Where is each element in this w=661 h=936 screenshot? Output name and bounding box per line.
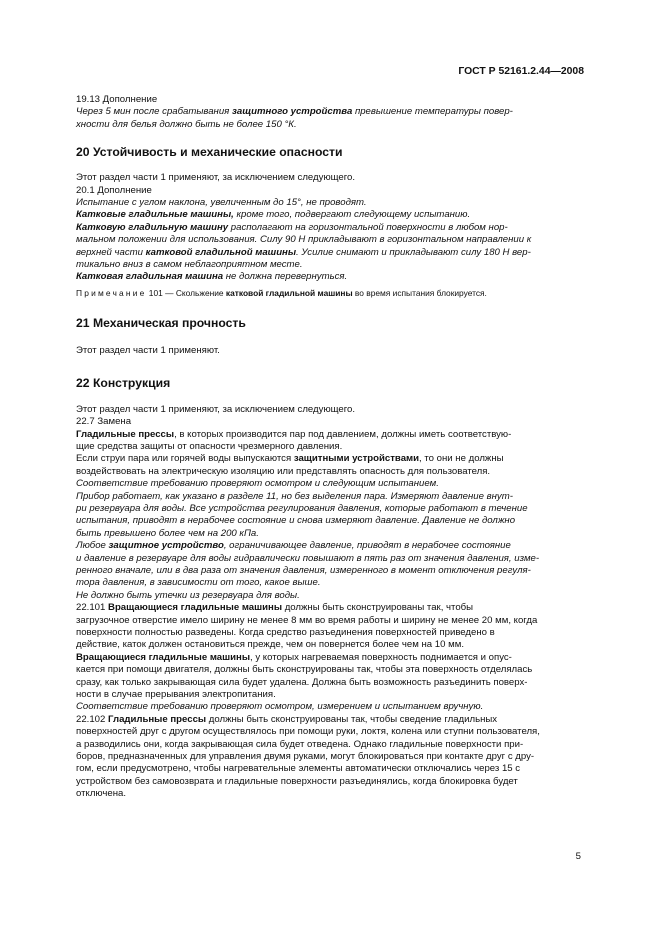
section-22-intro: Этот раздел части 1 применяют, за исключением следующего. [76,403,356,415]
clause-22-7-jets: Если струи пара или горячей воды выпускаются защитными устройствами, то они не должны воздействовать на электрическую изоляцию или представлять опасность для пользователя. [76,453,504,477]
clause-19-13-title: 19.13 Дополнение [76,94,158,105]
clause-22-102: 22.102 Гладильные прессы должны быть сконструированы так, чтобы сведение гладильных поверхностей друг с другом осуществлялось при помощи руки, локтя, колена или ступни пользователя, а разводились они, когда закрывающая сила будет отведена. Однако гладильные поверхности при- боров, предназначенных для управления двумя руками, могут блокироваться при контакте друг с дру- гом, если предусмотрено, чтобы нагревательные элементы автоматически отключались через 15 с устройством без самовозврата и гладильные поверхности разъединялись, когда блокировка будет отключена. [76,713,540,800]
section-22-heading: 22 Конструкция [76,375,171,390]
clause-22-7-protective: Любое защитное устройство, ограничивающее давление, приводят в нерабочее состояние и давление в резервуаре для воды гидравлически повышают в пять раз от значения давления, изме- ренного вначале, или в два раза от значения давления, измеренного в момент отключения регуля- тора давления, в зависимости от того, какое выше. [76,540,540,589]
clause-22-7-test: Прибор работает, как указано в разделе 11, но без выделения пара. Измеряют давление внут- ри резервуара для воды. Все устройства регулирования давления, которые работают в течение испытания, приводят в нерабочее состояние и снова измеряют давление. Давление не должно быть превышено более чем на 200 кПа. [76,490,528,539]
clause-19-13-text: Через 5 мин после срабатывания защитного устройства превышение температуры повер- хности для белья должно быть не более 150 °К. [76,106,513,130]
clause-20-1-title: 20.1 Дополнение [76,184,152,196]
clause-22-7-title: 22.7 Замена [76,416,132,428]
page-content [76,94,582,801]
section-21-intro: Этот раздел части 1 применяют. [76,345,220,357]
note-101: Примечание 101 — Скольжение катковой гладильной машины во время испытания блокируется. [76,287,487,298]
section-21-heading: 21 Механическая прочность [76,316,246,331]
clause-20-1-calender: Катковые гладильные машины, кроме того, подвергают следующему испытанию. [76,209,471,221]
clause-22-7-compliance: Соответствие требованию проверяют осмотром и следующим испытанием. [76,478,439,490]
clause-20-1-result: Катковая гладильная машина не должна перевернуться. [76,271,348,283]
clause-22-101-compliance: Соответствие требованию проверяют осмотром, измерением и испытанием вручную. [76,701,484,713]
standard-header: ГОСТ Р 52161.2.44—2008 [458,66,584,77]
clause-20-1-text: Испытание с углом наклона, увеличенным до 15°, не проводят. [76,197,367,209]
clause-22-101: 22.101 Вращающиеся гладильные машины должны быть сконструированы так, чтобы загрузочное отверстие имело ширину не менее 8 мм во время работы и ширину не менее 20 мм, когда поверхности полностью разведены. Когда средство разъединения поверхностей приведено в действие, каток должен остановиться прежде, чем он повернется более чем на 10 мм. [76,602,538,651]
clause-20-1-test: Катковую гладильную машину располагают на горизонтальной поверхности в любом нор- мальном положении для использования. Силу 90 Н прикладывают в горизонтальном направлении к верхней части катковой гладильной машины. Усилие снимают и прикладывают силу 180 Н вер- тикально вниз в самом неблагоприятном месте. [76,221,532,271]
clause-22-7-leak: Не должно быть утечки из резервуара для воды. [76,589,300,601]
clause-22-101-motor: Вращающиеся гладильные машины, у которых нагреваемая поверхность поднимается и опус- кается при помощи двигателя, должны быть сконструированы так, чтобы эта поверхность отделялась сразу, как только закрывающая сила будет удалена. Должна быть возможность разъединить поверх- ности в случае прерывания электропитания. [76,651,533,701]
section-20-heading: 20 Устойчивость и механические опасности [76,145,343,160]
clause-22-7-text: Гладильные прессы, в которых производится пар под давлением, должны иметь соответствую- щие средства защиты от опасности чрезмерного давления. [76,428,512,452]
page-number: 5 [575,851,581,862]
section-20-intro: Этот раздел части 1 применяют, за исключением следующего. [76,172,356,184]
